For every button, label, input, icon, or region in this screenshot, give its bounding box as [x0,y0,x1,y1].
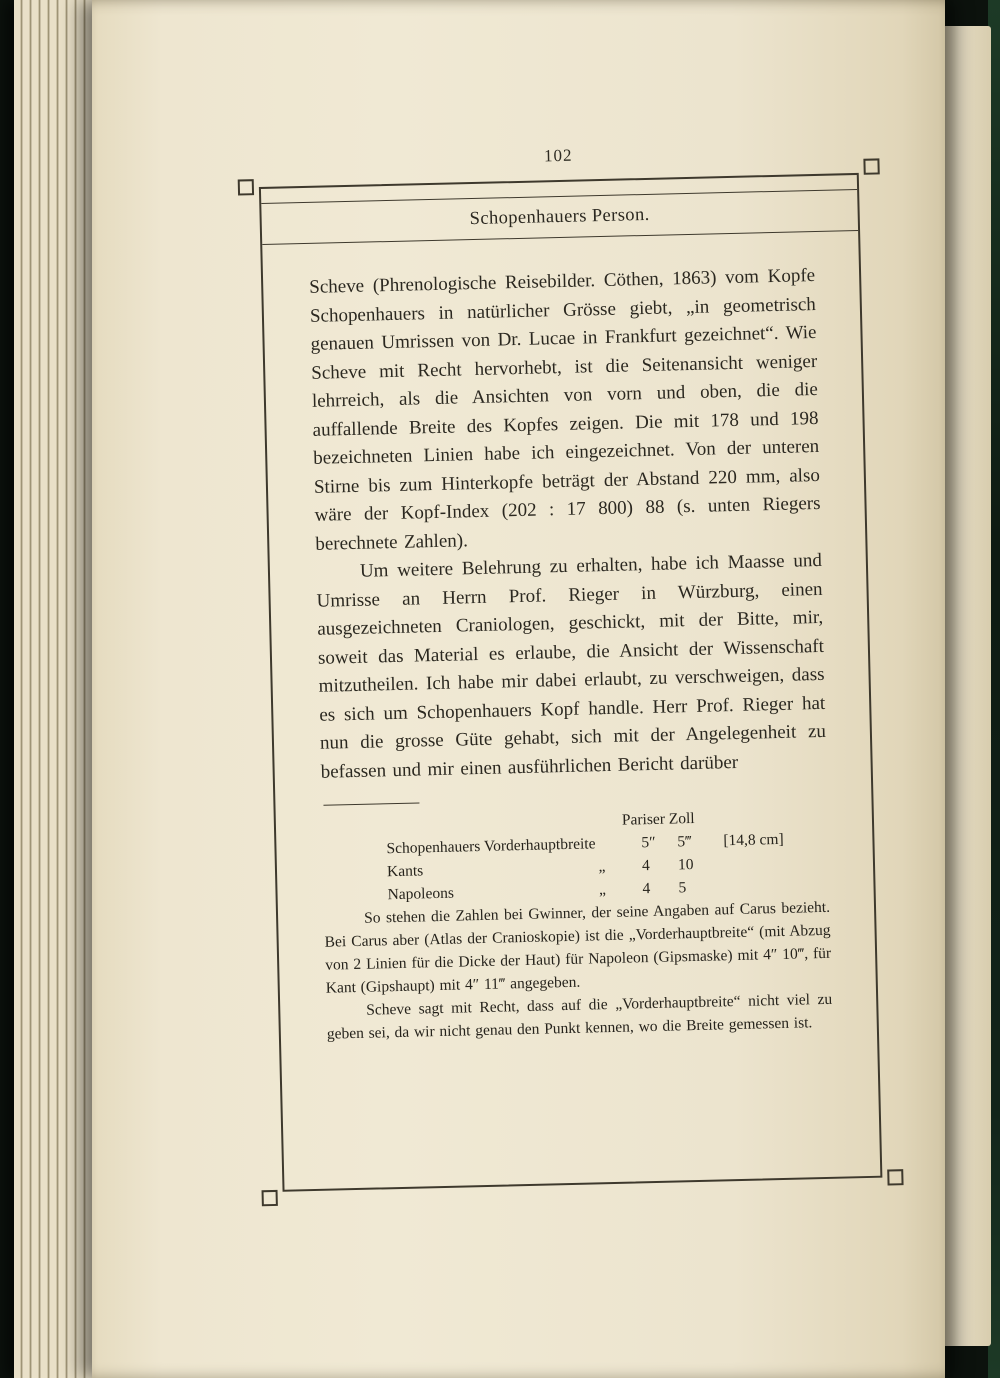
ornamental-frame-wrap [259,173,883,1192]
footnote-unit-header: Pariser Zoll [621,809,695,829]
frame-corner-ornament-bottom-right [887,1169,903,1185]
table-cell-inches: 4 [642,880,651,898]
frame-corner-ornament-top-left [238,179,254,195]
footnote-separator [323,802,419,805]
book-page [92,0,945,1378]
table-cell-extra [724,850,830,875]
table-cell-lines: 5 [678,879,687,897]
body-paragraph-1: Scheve (Phrenologische Reisebilder. Cöthen, 1863) vom Kopfe Schopenhauers in natürlicher Grösse giebt, „in geometrisch genauen Umrissen von Dr. Lucae in Frankfurt gezeichnet“. Wie Scheve mit Recht hervorhebt, ist die Seitenansicht weniger lehrreich, als die Ansichten von vorn und oben, die die auffallende Breite des Kopfes zeigen. Die mit 178 und 198 bezeichneten Linien habe ich eingezeichnet. Von der unteren Stirne bis zum Hinterkopfe beträgt der Abstand 220 mm, also wäre der Kopf-Index (202 : 17 800) 88 (s. unten Riegers berechnete Zahlen). [309,264,821,555]
table-cell-name: Schopenhauers Vorderhauptbreite [386,835,596,858]
table-cell-inches: 4 [641,857,650,875]
footnote-paragraph-2: Scheve sagt mit Recht, dass auf die „Vorderhauptbreite“ nicht viel zu geben sei, da wir nicht genau den Punkt kennen, wo die Breite gemessen ist. [326,990,833,1043]
footnote-paragraph-1: So stehen die Zahlen bei Gwinner, der seine Angaben auf Carus bezieht. Bei Carus aber (Atlas der Cranioskopie) ist die „Vorderhauptbreite“ (mit Abzug von 2 Linien für die Dicke der Haut) für Napoleon (Gipsmaske) mit 4″ 10‴, für Kant (Gipshaupt) mit 4″ 11‴ angegeben. [324,898,832,997]
table-cell-lines: 5‴ [677,833,692,851]
table-cell-extra [724,873,830,898]
page-body [262,231,877,1047]
page-number: 102 [543,145,573,166]
table-cell-extra: [14,8 cm] [723,830,784,850]
table-cell-name: Napoleons [387,884,455,904]
footnote-measurement-table [386,827,830,906]
scanned-page-content [258,139,882,1192]
table-cell-lines: 10 [677,856,694,874]
frame-corner-ornament-bottom-left [262,1190,278,1206]
table-cell-name: Kants [386,862,424,881]
footnote-block [322,804,833,1046]
table-cell-ditto: „ [598,881,607,899]
frame-corner-ornament-top-right [863,158,879,174]
table-cell-inches: 5″ [641,833,656,852]
body-paragraph-2: Um weitere Belehrung zu erhalten, habe ich Maasse und Umrisse an Herrn Prof. Rieger in Würzburg, einen ausgezeichneten Craniologen, geschickt, mit der Bitte, mir, soweit das Material es erlaube, die Ansicht der Wissenschaft mitzutheilen. Ich habe mir dabei erlaubt, zu verschweigen, dass es sich um Schopenhauers Kopf handle. Herr Prof. Rieger hat nun die grosse Güte gehabt, sich mit der Angelegenheit zu befassen und mir einen ausführlichen Bericht darüber [316,549,827,783]
ornamental-frame [259,173,883,1192]
running-head: Schopenhauers Person. [261,189,858,245]
table-cell-ditto: „ [598,858,606,876]
